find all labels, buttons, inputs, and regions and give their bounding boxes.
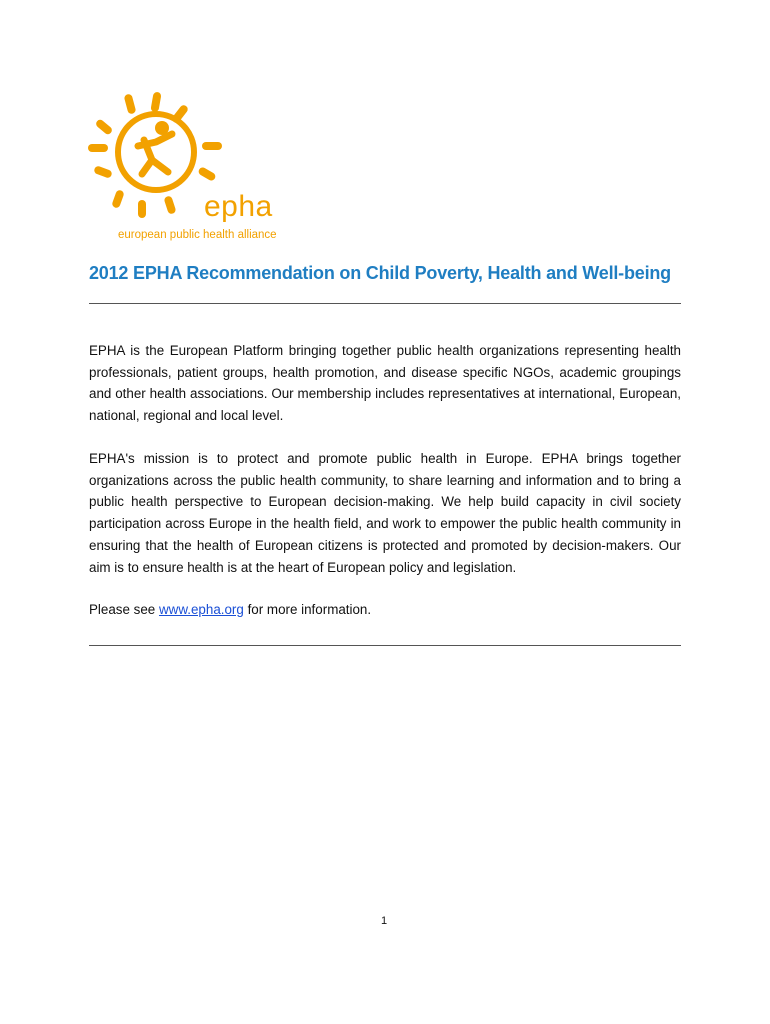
divider-bottom — [89, 645, 681, 646]
paragraph-about: EPHA is the European Platform bringing together public health organizations representing health professionals, patient groups, health promotion, and disease specific NGOs, academic groupings and other health associations. Our membership includes representatives at international, European, national, regional and local level. — [89, 343, 681, 424]
logo-tagline: european public health alliance — [118, 229, 277, 241]
more-info-suffix: for more information. — [243, 602, 372, 617]
logo-wordmark: epha — [204, 190, 273, 223]
epha-website-link[interactable]: www.epha.org — [158, 602, 244, 617]
divider-top — [89, 303, 681, 304]
more-info-prefix: Please see — [89, 602, 159, 617]
paragraph-more-info — [89, 599, 681, 621]
page-number: 1 — [381, 915, 388, 927]
paragraph-mission: EPHA's mission is to protect and promote public health in Europe. EPHA brings together organizations across the public health community, to share learning and information and to bring a public health perspective to European decision-making. We help build capacity in civil society participation across Europe in the health field, and work to empower the public health community in ensuring that the health of European citizens is protected and promoted by decision-makers. Our aim is to ensure health is at the heart of European policy and legislation. — [89, 451, 681, 575]
document-title: 2012 EPHA Recommendation on Child Poverty, Health and Well-being — [89, 263, 671, 283]
epha-logo — [86, 88, 286, 248]
